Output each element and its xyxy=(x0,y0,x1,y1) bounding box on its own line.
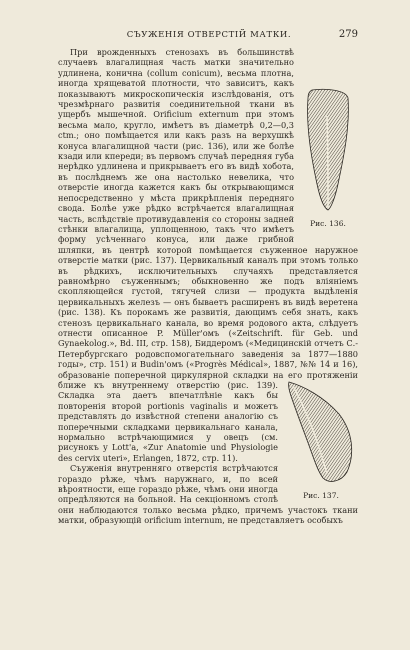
body-text xyxy=(58,47,358,526)
page-number: 279 xyxy=(338,29,358,40)
figure-136-spacer xyxy=(294,75,358,241)
figure-137-caption: Рис. 137. xyxy=(303,491,339,500)
figure-136-caption: Рис. 136. xyxy=(310,219,346,228)
paragraph-2: Съуженія внутренняго отверстія встрѣчаются гораздо рѣже, чѣмъ наружнаго, и, по всей вѣроятности, еще гораздо рѣже, чѣмъ они иногда опредѣляются на больной. На секціонномъ столѣ они наблюдаются только весьма рѣдко, причемъ участокъ ткани матки, образующій orificium internum, не представляетъ особыхъ xyxy=(58,463,358,526)
running-head: СЪУЖЕНІЯ ОТВЕРСТІЙ МАТКИ. xyxy=(126,30,292,40)
figure-137-spacer xyxy=(278,380,358,500)
paragraph-1: При врожденныхъ стенозахъ въ большинствѣ случаевъ влагалищная часть матки значительно удлинена, конична (collum conicum), весьма плотна, иногда хрящеватой плотности, что зависитъ, какъ показываютъ микроскопическія изслѣдованія, отъ чрезмѣрнаго развитія соединительной ткани въ ущербъ мышечной. Orificium externum при этомъ весьма мало, кругло, имѣетъ въ діаметрѣ 0,2—0,3 ctm.; оно помѣщается или какъ разъ на верхушкѣ конуса влагалищной части (рис. 136), или же болѣе кзади или кпереди; въ первомъ случаѣ передняя губа нерѣдко удлинена и прикрываетъ его въ видѣ хобота, въ послѣднемъ же она настолько невелика, что отверстіе иногда кажется какъ бы открывающимся непосредственно у мѣста прикрѣпленія передняго свода. Болѣе уже рѣдко встрѣчается влагалищная часть, вслѣдствіе противудавленія со стороны задней стѣнки влагалища, уплощенною, такъ что имѣетъ форму усѣченнаго конуса, или даже грибной шляпки, въ центрѣ которой помѣщается съуженное наружное отверстіе матки (рис. 137). Цервикальный каналъ при этомъ только въ рѣдкихъ, исключительныхъ случаяхъ представляется равномѣрно съуженнымъ; обыкновенно же подъ вліяніемъ скопляющейся густой, тягучей слизи — продукта выдѣленія цервикальныхъ железъ — онъ бываетъ расширенъ въ видѣ веретена (рис. 138). Къ порокамъ же развитія, дающимъ себя знать, какъ стенозъ цервикальнаго канала, во время родового акта, слѣдуетъ отнести описанное P. Müller'омъ («Zeitschrift. für Geb. und Gynaekolog.», Bd. III, стр. 158), Биддеромъ («Медицинскій отчетъ С.-Петербургскаго родовспомогательнаго заведенія за 1877—1880 годы», стр. 151) и Budin'омъ («Progrès Médical», 1887, №№ 14 и 16), образованіе поперечной циркулярной складки на его протяженіи ближе къ внутреннему отверстію (рис. 139). Складка эта даетъ впечатлѣніе какъ бы повторенія второй portionis vaginalis и можетъ представлять до извѣстной степени аналогію съ поперечными складками цервикальнаго канала, нормально встрѣчающимися у овецъ (см. рисунокъ у Lott'а, «Zur Anatomie und Physiologie des cervix uteri», Erlangen, 1872, стр. 11). xyxy=(58,47,358,463)
page-header xyxy=(60,30,358,44)
